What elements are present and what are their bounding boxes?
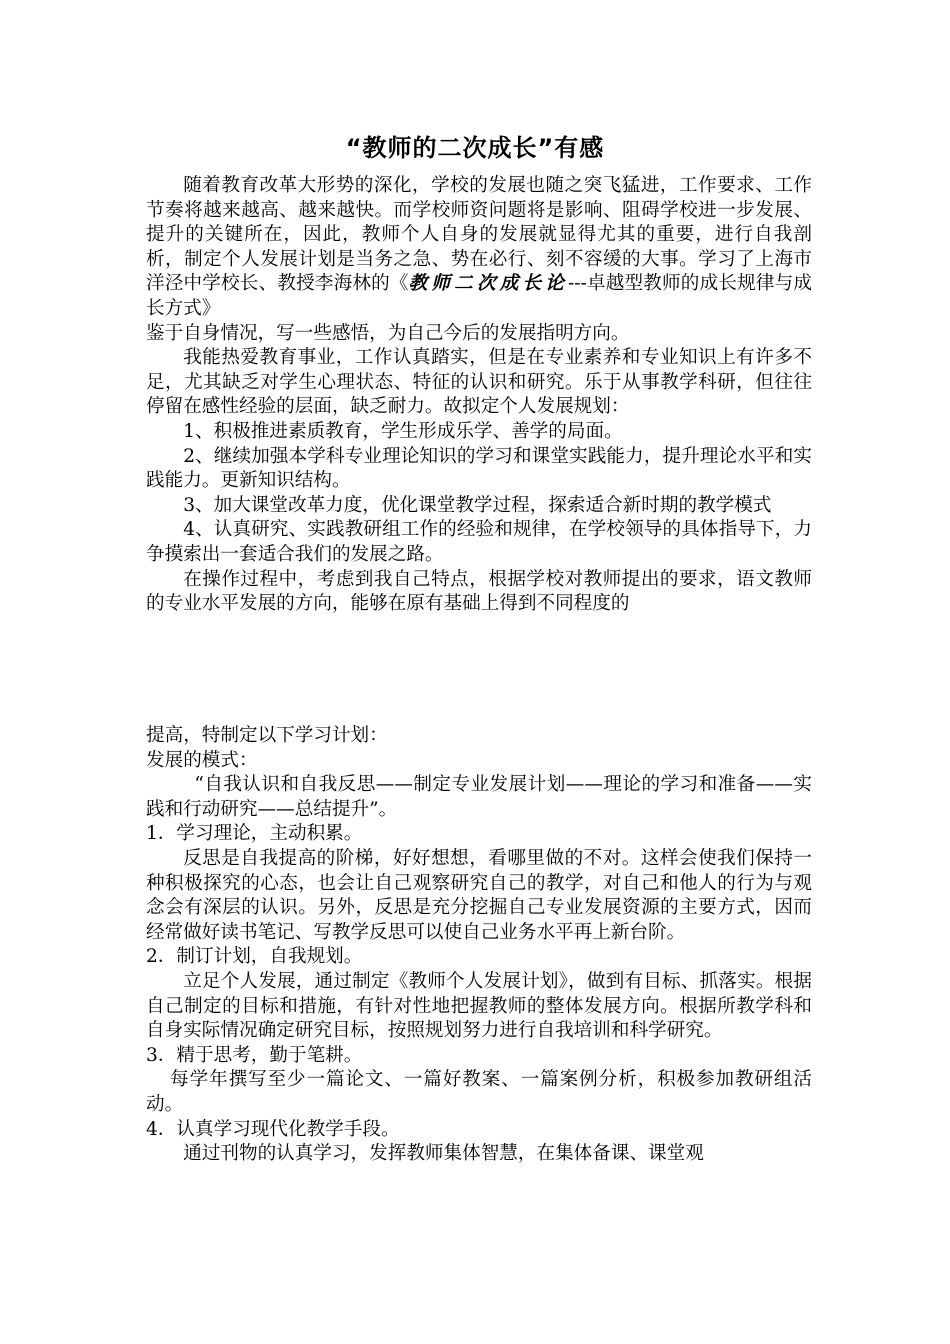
book-subtitle: ---卓越型教师的成长规律与成长方式》 (146, 273, 812, 319)
plan-item-4: 4、认真研究、实践教研组工作的经验和规律，在学校领导的具体指导下，力争摸索出一套适合我们的发展之路。 (146, 519, 812, 565)
mode-label: 发展的模式： (146, 749, 258, 771)
section-2-heading: 2．制订计划，自我规划。 (146, 946, 363, 968)
plan-item-2: 2、继续加强本学科专业理论知识的学习和课堂实践能力，提升理论水平和实践能力。更新知识结构。 (146, 445, 812, 492)
plan-item-1: 1、积极推进素质教育，学生形成乐学、善学的局面。 (183, 420, 623, 442)
plan-item-3: 3、加大课堂改革力度，优化课堂教学过程，探索适合新时期的教学模式 (183, 494, 772, 516)
section-4-body: 通过刊物的认真学习，发挥教师集体智慧，在集体备课、课堂观 (183, 1143, 704, 1165)
mode-quote: “自我认识和自我反思——制定专业发展计划——理论的学习和准备——实践和行动研究——总结提升”。 (146, 774, 812, 820)
book-title: 教师二次成长论 (408, 273, 568, 295)
intro-text: 随着教育改革大形势的深化，学校的发展也随之突飞猛进，工作要求、工作节奏将越来越高、越来越快。而学校师资问题将是影响、阻碍学校进一步发展、提升的关键所在，因此，教师个人自身的发展就显得尤其的重要，进行自我剖析，制定个人发展计划是当务之急、势在必行、刻不容缓的大事。学习了上海市洋泾中学校长、教授李海林的《 (146, 175, 812, 295)
section-3-body: 每学年撰写至少一篇论文、一篇好教案、一篇案例分析，积极参加教研组活动。 (146, 1069, 812, 1115)
intro-continuation: 鉴于自身情况，写一些感悟，为自己今后的发展指明方向。 (146, 322, 630, 344)
document-title: “教师的二次成长”有感 (345, 134, 605, 162)
section-2-body: 立足个人发展，通过制定《教师个人发展计划》，做到有目标、抓落实。根据自己制定的目标和措施，有针对性地把握教师的整体发展方向。根据所教学科和自身实际情况确定研究目标，按照规划努力进行自我培训和科学研究。 (146, 970, 812, 1042)
section-1-body: 反思是自我提高的阶梯，好好想想，看哪里做的不对。这样会使我们保持一种积极探究的心态，也会让自己观察研究自己的教学，对自己和他人的行为与观念会有深层的认识。另外，反思是充分挖掘自己专业发展资源的主要方式，因而经常做好读书笔记、写教学反思可以使自己业务水平再上新台阶。 (146, 847, 812, 943)
plan-intro-line: 提高，特制定以下学习计划： (146, 725, 388, 746)
operation-paragraph: 在操作过程中，考虑到我自己特点，根据学校对教师提出的要求，语文教师的专业水平发展的方向，能够在原有基础上得到不同程度的 (146, 568, 812, 615)
section-3-heading: 3．精于思考，勤于笔耕。 (146, 1044, 363, 1066)
document-body-part1 (146, 174, 812, 617)
section-1-heading: 1．学习理论，主动积累。 (146, 823, 363, 845)
document-body-part2 (146, 724, 812, 1167)
self-assessment-paragraph: 我能热爱教育事业，工作认真踏实，但是在专业素养和专业知识上有许多不足，尤其缺乏对学生心理状态、特征的认识和研究。乐于从事教学科研，但往往停留在感性经验的层面，缺乏耐力。故拟定个人发展规划： (146, 347, 812, 418)
intro-paragraph (146, 174, 812, 322)
section-4-heading: 4．认真学习现代化教学手段。 (146, 1118, 400, 1140)
